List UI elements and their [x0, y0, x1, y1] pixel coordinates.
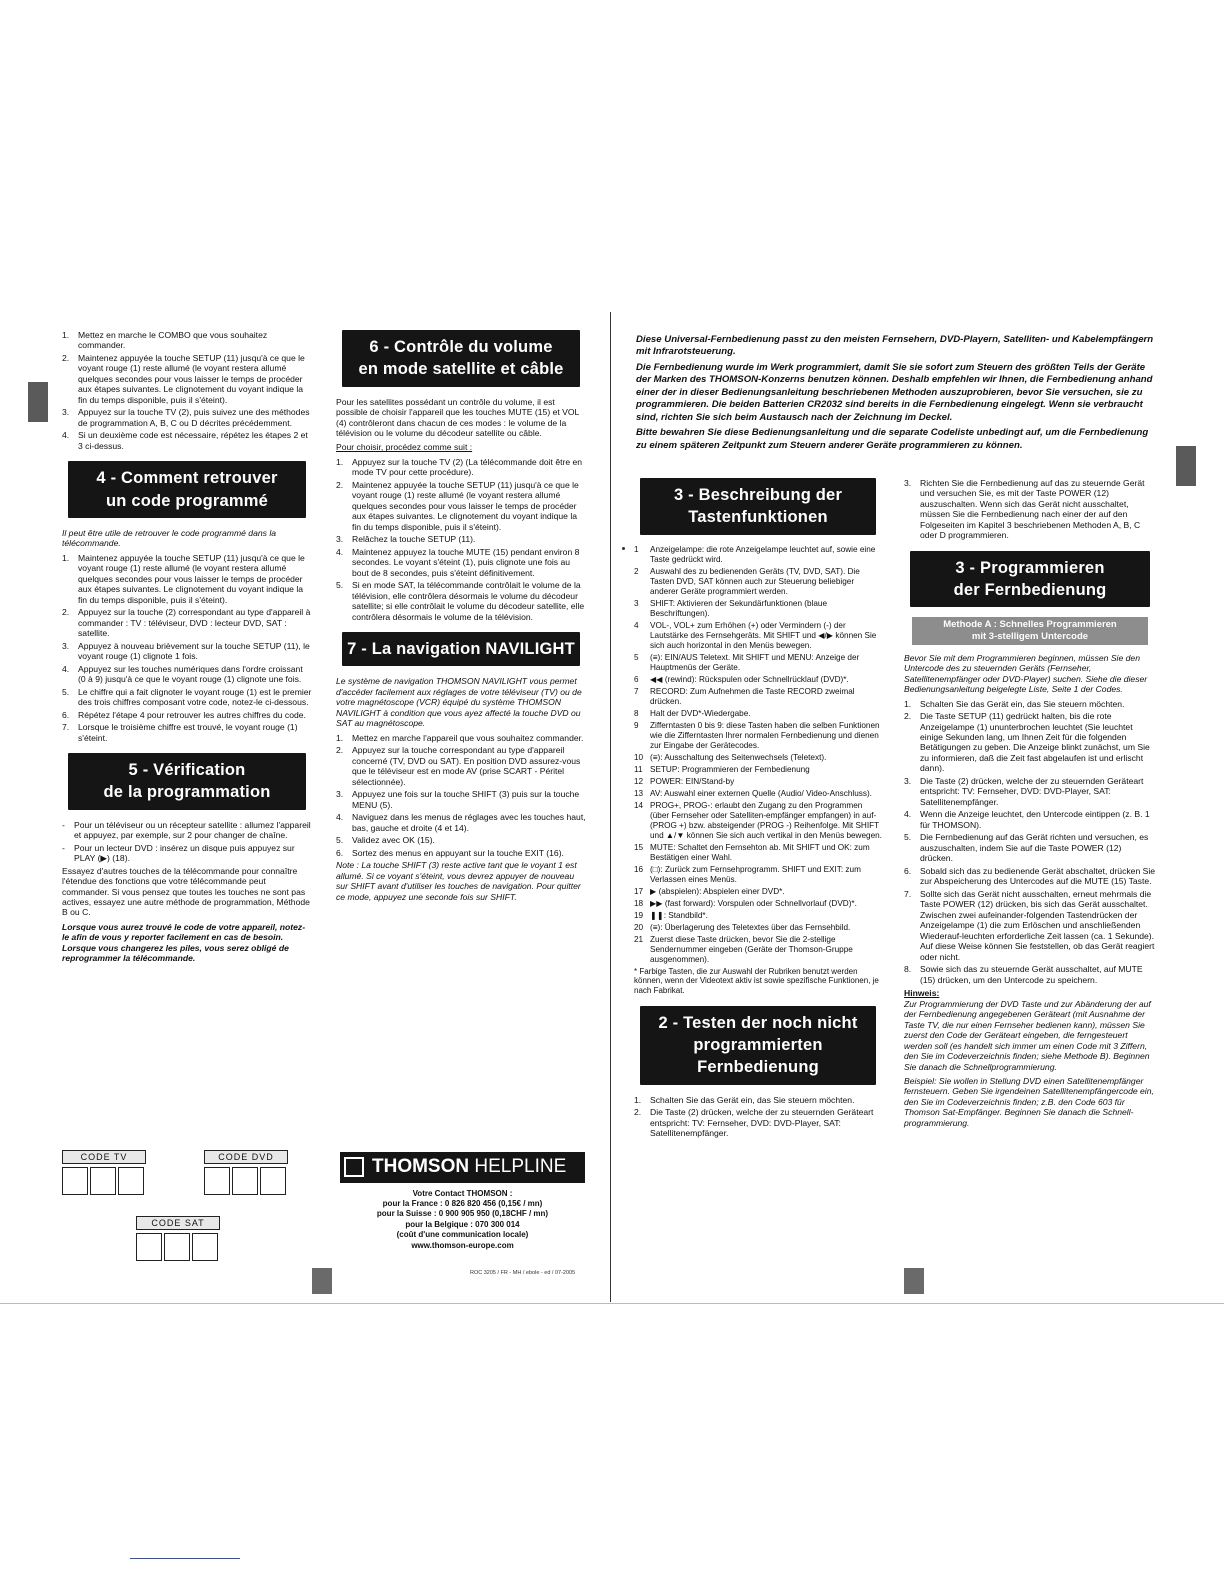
- key-functions-footnote: * Farbige Tasten, die zur Auswahl der Rubriken benutzt werden können, wenn der Videotext aktiv ist sowie spezifische Funktionen, je nach Fabrikat.: [634, 966, 879, 996]
- list-item: - Pour un téléviseur ou un récepteur satellite : allumez l'appareil et appuyez, par exemple, sur 2 pour changer de chaîne.: [62, 819, 311, 841]
- language-tab-de: [1176, 446, 1196, 486]
- method-a-steps: [904, 699, 1156, 986]
- section-6-steps: [336, 457, 586, 622]
- page-corner-mark: [904, 1268, 924, 1294]
- de-column-2: [904, 478, 1156, 1132]
- section-5-header: 5 - Vérification de la programmation: [68, 753, 306, 810]
- code-digit-cell: [164, 1233, 190, 1261]
- section-7-intro: Le système de navigation THOMSON NAVILIGHT vous permet d'accéder facilement aux réglages de votre téléviseur (TV) ou de votre magnétoscope (VCR) équipé du système THOMSON NAVILIGHT à condition que vous ayez affecté la touche DVD ou SAT au magnétoscope.: [336, 676, 582, 729]
- section-5-paragraph: Essayez d'autres touches de la télécommande pour connaître l'étendue des fonctions que votre télécommande peut commander. Si vous pensez que toutes les touches ne sont pas actives, essayez une autre méthode de programmation, Méthode B ou C.: [62, 865, 310, 918]
- list-item: 1. Mettez en marche l'appareil que vous souhaitez commander.: [336, 732, 584, 743]
- section-3-header: 3 - Beschreibung der Tastenfunktionen: [640, 478, 876, 535]
- list-item: 3. Richten Sie die Fernbedienung auf das zu steuernde Gerät und versuchen Sie, es mit der Taste POWER (12) auszuschalten. Wenn sich das Gerät nicht ausschaltet, müssen Sie die Fernbedienung nach einer der auf den Folgeseiten im Kapitel 3 beschriebenen Methoden A, B, C oder D programmieren.: [904, 478, 1145, 541]
- list-item: 2. Die Taste SETUP (11) gedrückt halten, bis die rote Anzeigelampe (1) ununterbrochen leuchtet (Sie leuchtet einige Sekunden lang, um Ihnen Zeit für die folgenden Betätigungen zu geben. Die Anzeige blinkt zunächst, um Sie zu informieren, daß die Zeit fast abgelaufen ist und erlischt dann).: [904, 711, 1150, 774]
- list-item: 6. Sortez des menus en appuyant sur la touche EXIT (16).: [336, 847, 564, 858]
- list-item: 5 (≡): EIN/AUS Teletext. Mit SHIFT und MENU: Anzeige der Hauptmenüs der Geräte.: [634, 652, 860, 672]
- margin-dot: [622, 547, 625, 550]
- list-item: 3. Relâchez la touche SETUP (11).: [336, 534, 476, 545]
- list-item: 1. Appuyez sur la touche TV (2) (La télécommande doit être en mode TV pour cette procédure).: [336, 456, 583, 478]
- section-5-bullets: [62, 820, 312, 864]
- section-6-lead: Pour choisir, procédez comme suit :: [336, 442, 473, 453]
- list-item: 21 Zuerst diese Taste drücken, bevor Sie die 2-stellige Sendernummer eingeben (Geräte der Thomson-Gruppe ausgenommen).: [634, 934, 853, 964]
- key-functions-list: [634, 545, 882, 965]
- helpline-brand: THOMSON: [372, 1156, 470, 1177]
- fr-column-1: [62, 330, 312, 964]
- list-item: 1. Schalten Sie das Gerät ein, das Sie steuern möchten.: [904, 698, 1125, 709]
- list-item: 17 ▶ (abspielen): Abspielen einer DVD*.: [634, 886, 785, 896]
- phone-icon: [344, 1157, 364, 1177]
- list-item: 7 RECORD: Zum Aufnehmen die Taste RECORD zweimal drücken.: [634, 686, 855, 706]
- list-item: 1 Anzeigelampe: die rote Anzeigelampe leuchtet auf, sowie eine Taste gedrückt wird.: [634, 544, 876, 564]
- list-item: 2. Appuyez sur la touche correspondant au type d'appareil concerné (TV, DVD ou SAT). En position DVD assurez-vous que le téléviseur est en mode AV (prise SCART - Péritel sélectionnée).: [336, 745, 581, 787]
- list-item: 18 ▶▶ (fast forward): Vorspulen oder Schnellvorlauf (DVD)*.: [634, 898, 857, 908]
- list-item: 5. Validez avec OK (15).: [336, 835, 435, 846]
- code-digit-cell: [260, 1167, 286, 1195]
- list-item: 6. Sobald sich das zu bedienende Gerät abschaltet, drücken Sie zur Abspeicherung des Untercodes auf die MUTE (15) Taste.: [904, 865, 1156, 887]
- code-digit-cell: [90, 1167, 116, 1195]
- helpline-website: www.thomson-europe.com: [411, 1240, 514, 1250]
- code-digit-cell: [192, 1233, 218, 1261]
- method-a-header: [912, 617, 1148, 644]
- code-digit-cell: [118, 1167, 144, 1195]
- language-tab-fr: [28, 382, 48, 422]
- helpline-contact: Votre Contact THOMSON :: [412, 1188, 513, 1198]
- de-intro-1: Diese Universal-Fernbedienung passt zu den meisten Fernsehern, DVD-Playern, Satelliten- und Kabelempfängern mit Infrarotsteuerung.: [636, 334, 1154, 358]
- section-5-note-1: Lorsque vous aurez trouvé le code de votre appareil, notez-le afin de vous y reporter facilement en cas de besoin.: [62, 921, 306, 943]
- helpline-france: pour la France : 0 826 820 456 (0,15€ / mn): [382, 1199, 543, 1209]
- list-item: 2. Maintenez appuyée la touche SETUP (11) jusqu'à ce que le voyant rouge (1) reste allumé (le voyant restera allumé quelques secondes pour vous laisser le temps de procéder aux étapes suivantes. Le clignotement du voyant indique la fin du temps disponible, puis il s'éteint).: [336, 479, 579, 532]
- hinweis-heading: Hinweis:: [904, 988, 940, 999]
- section-4-header: 4 - Comment retrouver un code programmé: [68, 461, 306, 518]
- section-2-continued: [904, 478, 1156, 541]
- list-item: 2 Auswahl des zu bedienenden Geräts (TV, DVD, SAT). Die Tasten DVD, SAT können auch zur Steuerung beliebiger anderer Geräte programmiert werden.: [634, 566, 860, 596]
- list-item: 12 POWER: EIN/Stand-by: [634, 776, 735, 786]
- list-item: 13 AV: Auswahl einer externen Quelle (Audio/ Video-Anschluss).: [634, 788, 872, 798]
- list-item: 7. Sollte sich das Gerät nicht ausschalten, erneut mehrmals die Taste POWER (12) drücken, bis sich das Gerät ausschaltet. Zwischen zwei aufeinander-folgenden Tastendrücken der Anzeigelampe (1) die zum Erlöschen und anschließenden Wiederauf-leuchten erforderliche Zeit lassen (ca. 1 Sekunde). Auf diese Weise können Sie feststellen, ob das Gerät reagiert oder nicht.: [904, 888, 1155, 962]
- de-intro-2: Die Fernbedienung wurde im Werk programmiert, damit Sie sie sofort zum Steuern des größten Teils der Geräte der Marken des THOMSON-Konzerns benutzen können. Deshalb empfehlen wir Ihnen, die Fernbedienung anhand einer der in dieser Bedienungsanleitung beschriebenen Methoden auszuprobieren, bevor Sie versuchen, sie zu programmieren. Die beiden Batterien CR2032 sind bereits in die Fernbedienung eingelegt. Wenn sie verbraucht sind, richten Sie sich beim Austausch nach der Zeichnung im Deckel.: [636, 361, 1153, 423]
- list-item: 6. Répétez l'étape 4 pour retrouver les autres chiffres du code.: [62, 709, 306, 720]
- section-3b-header: 3 - Programmieren der Fernbedienung: [910, 551, 1150, 608]
- list-item: 4. Naviguez dans les menus de réglages avec les touches haut, bas, gauche et droite (4 et 14).: [336, 812, 586, 833]
- list-item: 2. Die Taste (2) drücken, welche der zu steuernden Geräteart entspricht: TV: Fernseher, DVD: DVD-Player, SAT: Satellitenempfänger.: [634, 1107, 874, 1139]
- list-item: 9 Zifferntasten 0 bis 9: diese Tasten haben die selben Funktionen wie die Zifferntasten Ihrer normalen Fernbedienung und dienen zur Eingabe der Gerätecodes.: [634, 720, 880, 750]
- code-digit-cell: [232, 1167, 258, 1195]
- list-item: 5. Si en mode SAT, la télécommande contrôlait le volume de la télévision, elle contrôlera désormais le volume du décodeur satellite; si elle contrôlait le volume du décodeur satellite, elle contrôlera désormais le volume de la télévision.: [336, 580, 585, 622]
- list-item: 2. Maintenez appuyée la touche SETUP (11) jusqu'à ce que le voyant rouge (1) reste allumé (le voyant restera allumé quelques secondes pour vous laisser le temps de procéder aux étapes suivantes. Le clignotement du voyant indique la fin du temps disponible, puis il s'éteint).: [62, 352, 305, 405]
- section-5-note-2: Lorsque vous changerez les piles, vous serez obligé de reprogrammer la télécommande.: [62, 942, 289, 964]
- helpline-cost: (coût d'une communication locale): [396, 1230, 529, 1240]
- document-reference: ROC 3205 / FR - MH / ebole - ed / 07-2005: [470, 1270, 576, 1276]
- list-item: 19 ❚❚: Standbild*.: [634, 910, 708, 920]
- hinweis-note: Zur Programmierung der DVD Taste und zur Abänderung der auf der Fernbedienung angegebenen Geräteart (mit Ausnahme der Taste TV, die nur einen Fernseher bedienen kann), müssen Sie zuerst den Code der Geräteart eingeben, die ferngesteuert werden soll (es handelt sich immer um einen Code mit 3 Ziffern, den Sie im Codeverzeichnis finden; siehe Methode B). Beginnen Sie danach die Schnellprogrammierung.: [904, 998, 1151, 1072]
- list-item: 4. Maintenez appuyez la touche MUTE (15) pendant environ 8 secondes. Le voyant s'éteint (1), puis clignote une fois au bout de 8 secondes, puis s'éteint définitivement.: [336, 546, 580, 578]
- helpline-suffix: HELPLINE: [474, 1156, 567, 1177]
- list-item: 8 Halt der DVD*-Wiedergabe.: [634, 708, 751, 718]
- list-item: 20 (≡): Überlagerung des Teletextes über das Fernsehbild.: [634, 922, 851, 932]
- list-item: 1. Schalten Sie das Gerät ein, das Sie steuern möchten.: [634, 1094, 855, 1105]
- list-item: 2. Appuyez sur la touche (2) correspondant au type d'appareil à commander : TV : téléviseur, DVD : lecteur DVD, SAT : satellite.: [62, 607, 311, 639]
- list-item: 1. Maintenez appuyée la touche SETUP (11) jusqu'à ce que le voyant rouge (1) reste allumé (le voyant restera allumé quelques secondes pour vous laisser le temps de procéder aux étapes suivantes. Le clignotement du voyant indique la fin du temps disponible, puis il s'éteint).: [62, 552, 305, 605]
- list-item: 10 (≡): Ausschaltung des Seitenwechsels (Teletext).: [634, 752, 827, 762]
- list-item: 11 SETUP: Programmieren der Fernbedienung: [634, 764, 810, 774]
- list-item: 3 SHIFT: Aktivieren der Sekundärfunktionen (blaue Beschriftungen).: [634, 598, 828, 618]
- helpline-banner: [340, 1152, 585, 1183]
- section-7-header: 7 - La navigation NAVILIGHT: [342, 632, 580, 666]
- page-bottom-edge: [0, 1303, 1224, 1304]
- code-digit-cell: [136, 1233, 162, 1261]
- list-item: 4 VOL-, VOL+ zum Erhöhen (+) oder Vermindern (-) der Lautstärke des Fernsehgeräts. Mit SHIFT und ◀/▶ können Sie sich auch horizontal in den Menüs bewegen.: [634, 620, 877, 650]
- list-item: 3. Appuyez une fois sur la touche SHIFT (3) puis sur la touche MENU (5).: [336, 789, 580, 810]
- list-item: 3. Appuyez à nouveau brièvement sur la touche SETUP (11), le voyant rouge (1) clignote 1 fois.: [62, 640, 310, 662]
- list-item: 4. Wenn die Anzeige leuchtet, den Untercode eintippen (z. B. 1 für THOMSON).: [904, 809, 1150, 830]
- code-sat-label: CODE SAT: [136, 1216, 220, 1230]
- fr-column-2: [336, 330, 586, 906]
- list-item: 14 PROG+, PROG-: erlaubt den Zugang zu den Programmen (über Fernseher oder Satelliten-empfänger empfangen) in auf- (PROG +) bzw. absteigender (PROG -) Reihenfolge. Mit SHIFT und ▲/▼ können Sie sich auch vertikal in den Menüs bewegen.: [634, 800, 882, 840]
- helpline-suisse: pour la Suisse : 0 900 905 950 (0,18CHF / mn): [376, 1209, 549, 1219]
- section-6-intro: Pour les satellites possédant un contrôle du volume, il est possible de choisir l'appareil que les touches MUTE (15) et VOL (4) contrôleront dans chacun de ces modes : le volume de la télévision ou le volume du décodeur satellite ou câble.: [336, 396, 580, 438]
- code-sat-box: [136, 1216, 220, 1261]
- section-7-steps: [336, 733, 586, 858]
- code-digit-cell: [62, 1167, 88, 1195]
- code-tv-box: [62, 1150, 146, 1195]
- section-6-header: 6 - Contrôle du volume en mode satellite et câble: [342, 330, 580, 387]
- de-intro-3: Bitte bewahren Sie diese Bedienungsanleitung und die separate Codeliste unbedingt auf, um die Fernbedienung zu einem späteren Zeitpunkt zum Steuern anderer Geräte programmieren zu können.: [636, 427, 1149, 451]
- list-item: 6 ◀◀ (rewind): Rückspulen oder Schnellrücklauf (DVD)*.: [634, 674, 849, 684]
- section-4-steps: [62, 553, 312, 743]
- code-digit-cell: [204, 1167, 230, 1195]
- section-2-steps: [634, 1095, 882, 1139]
- method-a-intro: Bevor Sie mit dem Programmieren beginnen, müssen Sie den Untercode des zu steuernden Geräts (Fernseher, Satellitenempfänger oder DVD-Player) suchen. Siehe die dieser Bedienungsanleitung beigelegte Liste, Seite 1 der Codes.: [904, 652, 1148, 695]
- code-dvd-box: [204, 1150, 288, 1195]
- list-item: 5. Le chiffre qui a fait clignoter le voyant rouge (1) est le premier des trois chiffres composant votre code, notez-le ci-dessous.: [62, 686, 312, 708]
- list-item: 8. Sowie sich das zu steuernde Gerät ausschaltet, auf MUTE (15) drücken, um den Untercode zu speichern.: [904, 964, 1143, 985]
- list-item: 3. Appuyez sur la touche TV (2), puis suivez une des méthodes de programmation A, B, C ou D décrites précédemment.: [62, 407, 310, 428]
- de-column-1: [634, 478, 882, 1141]
- list-item: 4. Appuyez sur les touches numériques dans l'ordre croissant (0 à 9) jusqu'à ce que le voyant rouge (1) clignote une fois.: [62, 663, 303, 685]
- method-a-subtitle: mit 3-stelligem Untercode: [971, 631, 1089, 643]
- method-a-title: Methode A : Schnelles Programmieren: [943, 619, 1117, 631]
- thomson-helpline: [340, 1152, 585, 1251]
- list-item: 3. Die Taste (2) drücken, welche der zu steuernden Geräteart entspricht: TV: Fernseher, DVD: DVD-Player, SAT: Satellitenempfänger.: [904, 775, 1144, 807]
- page-fold-line: [610, 312, 611, 1302]
- section-4-intro: Il peut être utile de retrouver le code programmé dans la télécommande.: [62, 527, 277, 549]
- scan-artifact-line: [130, 1558, 240, 1559]
- list-item: 1. Mettez en marche le COMBO que vous souhaitez commander.: [62, 330, 268, 351]
- list-item: - Pour un lecteur DVD : insérez un disque puis appuyez sur PLAY (▶) (18).: [62, 842, 295, 864]
- list-item: 16 (□): Zurück zum Fernsehprogramm. SHIFT und EXIT: zum Verlassen eines Menüs.: [634, 864, 861, 884]
- de-intro: [636, 334, 1158, 455]
- helpline-belgique: pour la Belgique : 070 300 014: [405, 1219, 520, 1229]
- list-item: 5. Die Fernbedienung auf das Gerät richten und versuchen, es auszuschalten, indem Sie auf die Taste POWER (12) drücken.: [904, 832, 1149, 864]
- list-item: 15 MUTE: Schaltet den Fernsehton ab. Mit SHIFT und OK: zum Bestätigen einer Wahl.: [634, 842, 870, 862]
- hinweis-example: Beispiel: Sie wollen in Stellung DVD einen Satellitenempfänger fernsteuern. Geben Sie irgendeinen Satellitenempfängercode ein, den Sie im Codeverzeichnis finden; z.B. den Code 603 für Thomson Sat-Empfänger. Beginnen Sie danach die Schnell-programmierung.: [904, 1076, 1154, 1128]
- section-2-header: 2 - Testen der noch nicht programmierten Fernbedienung: [640, 1006, 876, 1085]
- fr-steps-top: [62, 330, 312, 451]
- list-item: 7. Lorsque le troisième chiffre est trouvé, le voyant rouge (1) s'éteint.: [62, 722, 298, 743]
- page-corner-mark: [312, 1268, 332, 1294]
- section-7-note: Note : La touche SHIFT (3) reste active tant que le voyant 1 est allumé. Si ce voyant s'éteint, vous devrez appuyer de nouveau sur SHIFT avant d'utiliser les touches de navigation. Pour quitter ce mode, appuyez une seconde fois sur SHIFT.: [336, 860, 581, 902]
- code-dvd-label: CODE DVD: [204, 1150, 288, 1164]
- list-item: 4. Si un deuxième code est nécessaire, répétez les étapes 2 et 3 ci-dessus.: [62, 430, 308, 451]
- code-tv-label: CODE TV: [62, 1150, 146, 1164]
